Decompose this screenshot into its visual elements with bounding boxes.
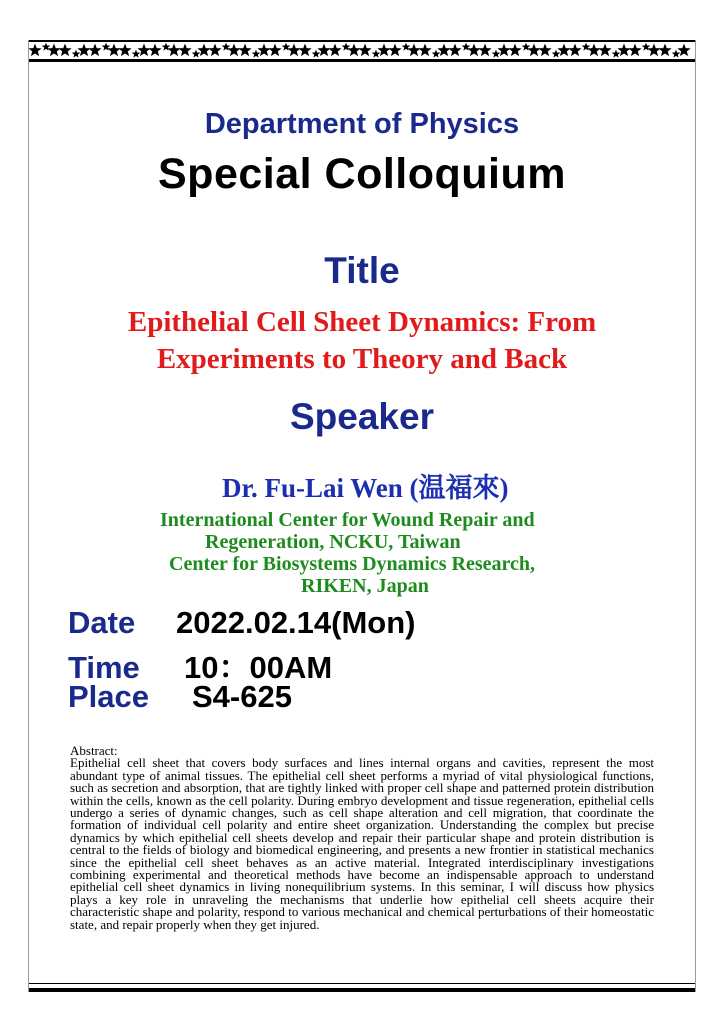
abstract-label: Abstract: [70,743,118,758]
star-icon [298,44,311,57]
star-icon [252,50,261,58]
star-icon [467,44,480,57]
star-icon [358,44,371,57]
star-icon [47,44,60,57]
time-label: Time [68,650,140,685]
star-icon [448,44,461,57]
place-value: S4-625 [192,679,292,714]
star-icon [617,44,630,57]
star-icon [238,44,251,57]
talk-title-line: Epithelial Cell Sheet Dynamics: From [127,306,597,338]
star-icon [178,44,191,57]
speaker-affiliation-line: RIKEN, Japan [301,575,429,597]
star-icon [418,44,431,57]
star-icon [432,50,441,58]
star-border-top [29,40,695,62]
place-label: Place [68,679,150,714]
star-icon [388,44,401,57]
speaker-affiliation-line: Regeneration, NCKU, Taiwan [205,531,461,553]
star-icon [132,50,141,58]
title-heading: Title [324,250,400,291]
star-icon [312,50,321,58]
star-icon [29,44,42,57]
star-icon [287,44,300,57]
time-value: 10：00AM [184,650,333,685]
star-icon [208,44,221,57]
star-icon [372,50,381,58]
abstract-block [70,745,654,931]
star-icon [88,44,101,57]
star-icon [192,50,201,58]
star-icon [58,44,71,57]
star-icon [72,50,81,58]
date-label: Date [68,605,136,640]
star-icon [552,50,561,58]
star-icon [328,44,341,57]
department-name: Department of Physics [204,108,520,140]
star-icon [677,44,690,57]
star-icon [227,44,240,57]
abstract-text: Epithelial cell sheet that covers body surfaces and lines internal organs and cavities, represent the most abundant type of animal tissues. The epithelial cell sheet performs a myriad of vital physiological functions, such as secretion and absorption, that are tightly linked with proper cell shape and patterned protein distribution within the cells, known as the cell polarity. During embryo development and tissue regeneration, epithelial cells undergo a series of dynamic changes, such as cell shape alteration and cell migration, that coordinate the formation of individual cell polarity and entire sheet organization. Understanding the complex but precise dynamics by which epithelial cell sheets develop and repair their particular shape and protein distribution is central to the fields of biology and biomedical engineering, and presents a new frontier in statistical mechanics since the epithelial cell sheet behaves as an active material. Integrated interdisciplinary investigations combining experimental and theoretical methods have become an indispensable approach to understand epithelial cell sheet dynamics in living nonequilibrium systems. In this seminar, I will discuss how physics plays a key role in unraveling the mechanisms that underlie how epithelial cell sheets acquire their characteristic shape and polarity, respond to various mechanical and chemical perturbations of their homeostatic state, and repair properly when they get injured. [70,755,654,932]
star-icon [478,44,491,57]
star-icon [672,50,681,58]
bottom-border-bar [29,983,695,992]
star-icon [137,44,150,57]
speaker-name: Dr. Fu-Lai Wen (温福來) [222,473,509,503]
date-row [68,605,416,641]
place-row [68,679,292,715]
star-icon [148,44,161,57]
star-icon [557,44,570,57]
star-icon [628,44,641,57]
star-icon [568,44,581,57]
star-icon [658,44,671,57]
star-icon [492,50,501,58]
star-icon [508,44,521,57]
speaker-affiliation-line: International Center for Wound Repair and [160,509,535,531]
event-type-heading: Special Colloquium [158,150,566,198]
star-icon [118,44,131,57]
star-icon [647,44,660,57]
star-icon [407,44,420,57]
talk-title [0,304,724,378]
star-icon [598,44,611,57]
star-icon [347,44,360,57]
star-icon [497,44,510,57]
star-icon [77,44,90,57]
speaker-heading: Speaker [290,396,434,437]
star-pattern-icon [29,42,695,59]
star-icon [197,44,210,57]
star-icon [527,44,540,57]
star-icon [317,44,330,57]
star-icon [538,44,551,57]
star-icon [612,50,621,58]
star-icon [437,44,450,57]
star-icon [268,44,281,57]
star-icon [377,44,390,57]
star-icon [257,44,270,57]
speaker-affiliation-line: Center for Biosystems Dynamics Research, [169,553,536,575]
date-value: 2022.02.14(Mon) [176,605,416,640]
star-icon [587,44,600,57]
star-icon [167,44,180,57]
star-icon [107,44,120,57]
talk-title-line: Experiments to Theory and Back [156,343,568,375]
